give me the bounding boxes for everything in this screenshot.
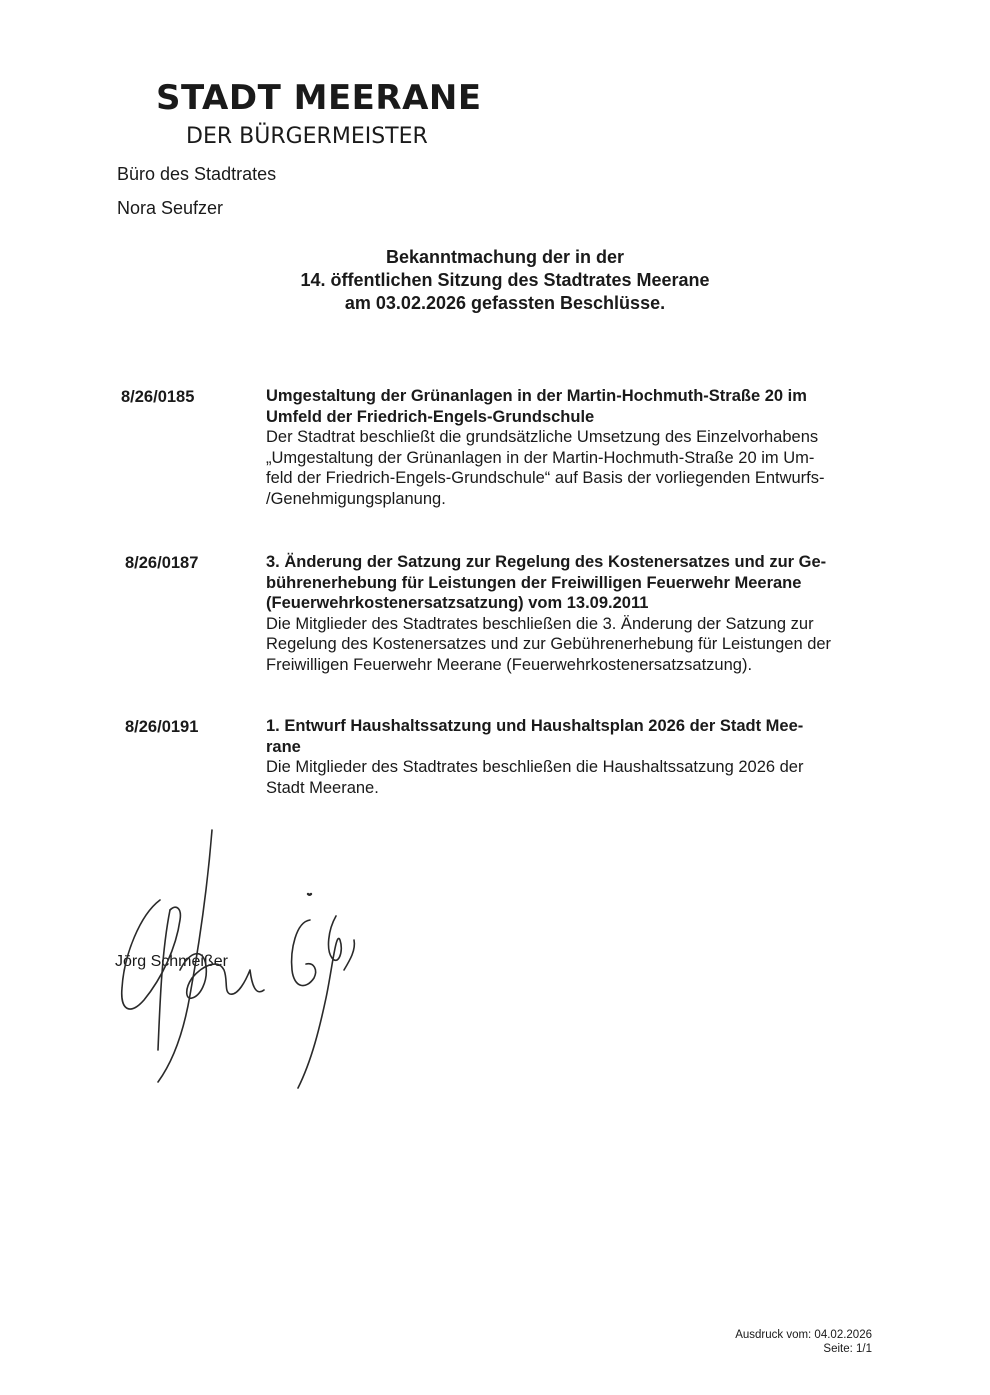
letterhead-city: STADT MEERANE: [156, 78, 482, 118]
resolution-text-line: Die Mitglieder des Stadtrates beschließen die Haushaltssatzung 2026 der: [266, 758, 804, 776]
title-line: am 03.02.2026 gefassten Beschlüsse.: [344, 293, 666, 313]
resolution-text-line: feld der Friedrich-Engels-Grundschule“ auf Basis der vorliegenden Entwurfs-: [266, 469, 825, 487]
resolution-number: 8/26/0185: [121, 388, 195, 406]
announcement-title: [230, 246, 780, 315]
resolution-text-line: /Genehmigungsplanung.: [266, 489, 446, 508]
resolution-heading-line: 1. Entwurf Haushaltssatzung und Haushaltsplan 2026 der Stadt Mee-: [266, 717, 804, 735]
resolution-heading-line: (Feuerwehrkostenersatzsatzung) vom 13.09.2011: [266, 594, 649, 612]
signer-name: Jörg Schmeißer: [115, 953, 228, 970]
resolution-text-line: Freiwilligen Feuerwehr Meerane (Feuerwehrkostenersatzsatzung).: [266, 655, 753, 674]
title-line: Bekanntmachung der in der: [385, 247, 625, 267]
resolution-text-line: Stadt Meerane.: [266, 778, 379, 797]
resolution-text-line: Der Stadtrat beschließt die grundsätzliche Umsetzung des Einzelvorhabens: [266, 428, 819, 446]
resolution-text-line: Regelung des Kostenersatzes und zur Gebührenerhebung für Leistungen der: [266, 635, 832, 653]
contact-person: Nora Seufzer: [117, 198, 224, 218]
resolution-heading-line: Umgestaltung der Grünanlagen in der Martin-Hochmuth-Straße 20 im: [266, 387, 807, 405]
resolution-text-line: Die Mitglieder des Stadtrates beschließen die 3. Änderung der Satzung zur: [266, 614, 814, 633]
resolution-body: [266, 386, 898, 509]
handwritten-signature: [100, 820, 380, 1100]
page-number: Seite: 1/1: [823, 1343, 872, 1355]
resolution-body: [266, 716, 898, 798]
resolution-heading-line: rane: [266, 737, 301, 756]
office-name: Büro des Stadtrates: [117, 164, 277, 184]
resolution-number: 8/26/0187: [125, 554, 199, 572]
print-date: Ausdruck vom: 04.02.2026: [735, 1329, 872, 1341]
resolution-heading-line: bührenerhebung für Leistungen der Freiwilligen Feuerwehr Meerane: [266, 573, 802, 592]
resolution-text-line: „Umgestaltung der Grünanlagen in der Martin-Hochmuth-Straße 20 im Um-: [266, 448, 815, 467]
letterhead-mayor: DER BÜRGERMEISTER: [186, 124, 428, 149]
title-line: 14. öffentlichen Sitzung des Stadtrates Meerane: [300, 270, 710, 290]
resolution-number: 8/26/0191: [125, 718, 199, 736]
resolution-heading-line: Umfeld der Friedrich-Engels-Grundschule: [266, 407, 595, 426]
resolution-heading-line: 3. Änderung der Satzung zur Regelung des Kostenersatzes und zur Ge-: [266, 553, 827, 571]
resolution-body: [266, 552, 898, 675]
